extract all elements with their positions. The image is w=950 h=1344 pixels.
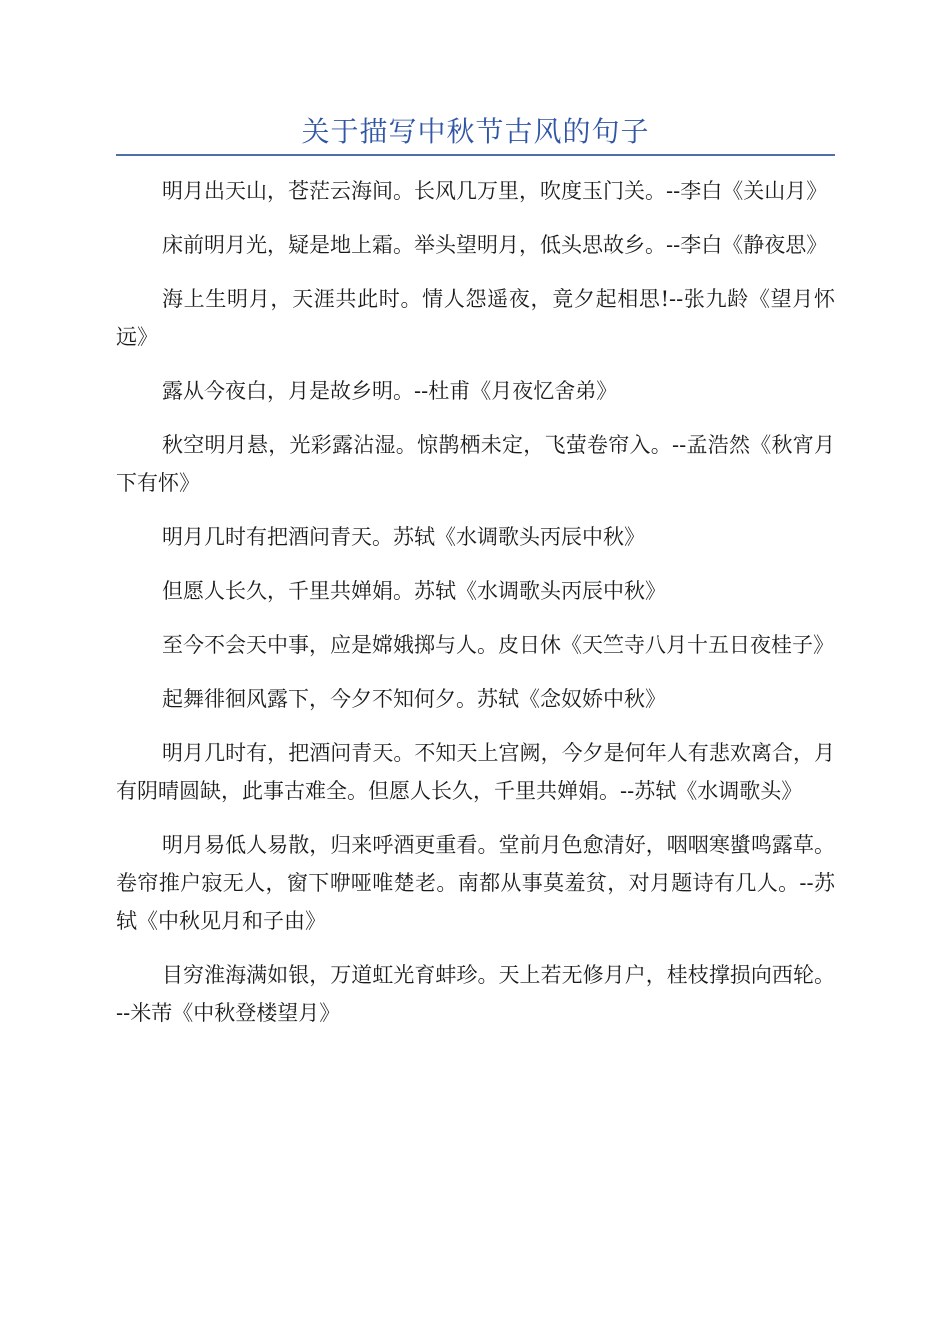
paragraph: 至今不会天中事，应是嫦娥掷与人。皮日休《天竺寺八月十五日夜桂子》 — [162, 633, 834, 657]
paragraph: 海上生明月，天涯共此时。情人怨遥夜，竟夕起相思!--张九龄《望月怀远》 — [116, 287, 835, 349]
paragraph: 明月出天山，苍茫云海间。长风几万里，吹度玉门关。--李白《关山月》 — [162, 179, 828, 203]
paragraph: 明月几时有，把酒问青天。不知天上宫阙，今夕是何年人有悲欢离合，月有阴晴圆缺，此事古难全。但愿人长久，千里共婵娟。--苏轼《水调歌头》 — [116, 741, 835, 803]
page-title: 关于描写中秋节古风的句子 — [301, 115, 650, 148]
paragraph: 床前明月光，疑是地上霜。举头望明月，低头思故乡。--李白《静夜思》 — [162, 233, 828, 257]
paragraph: 明月几时有把酒问青天。苏轼《水调歌头丙辰中秋》 — [162, 525, 645, 549]
paragraph: 明月易低人易散，归来呼酒更重看。堂前月色愈清好，咽咽寒螿鸣露草。卷帘推户寂无人，窗下咿哑唯楚老。南都从事莫羞贫，对月题诗有几人。--苏轼《中秋见月和子由》 — [116, 833, 835, 933]
paragraph: 目穷淮海满如银，万道虹光育蚌珍。天上若无修月户，桂枝撑损向西轮。--米芾《中秋登楼望月》 — [116, 963, 835, 1025]
paragraph: 秋空明月悬，光彩露沾湿。惊鹊栖未定，飞萤卷帘入。--孟浩然《秋宵月下有怀》 — [116, 433, 835, 495]
paragraph: 露从今夜白，月是故乡明。--杜甫《月夜忆舍弟》 — [162, 379, 618, 403]
paragraph: 起舞徘徊风露下，今夕不知何夕。苏轼《念奴娇中秋》 — [162, 687, 666, 711]
document-body — [116, 172, 835, 1048]
paragraph: 但愿人长久，千里共婵娟。苏轼《水调歌头丙辰中秋》 — [162, 579, 666, 603]
title-block — [116, 108, 835, 156]
